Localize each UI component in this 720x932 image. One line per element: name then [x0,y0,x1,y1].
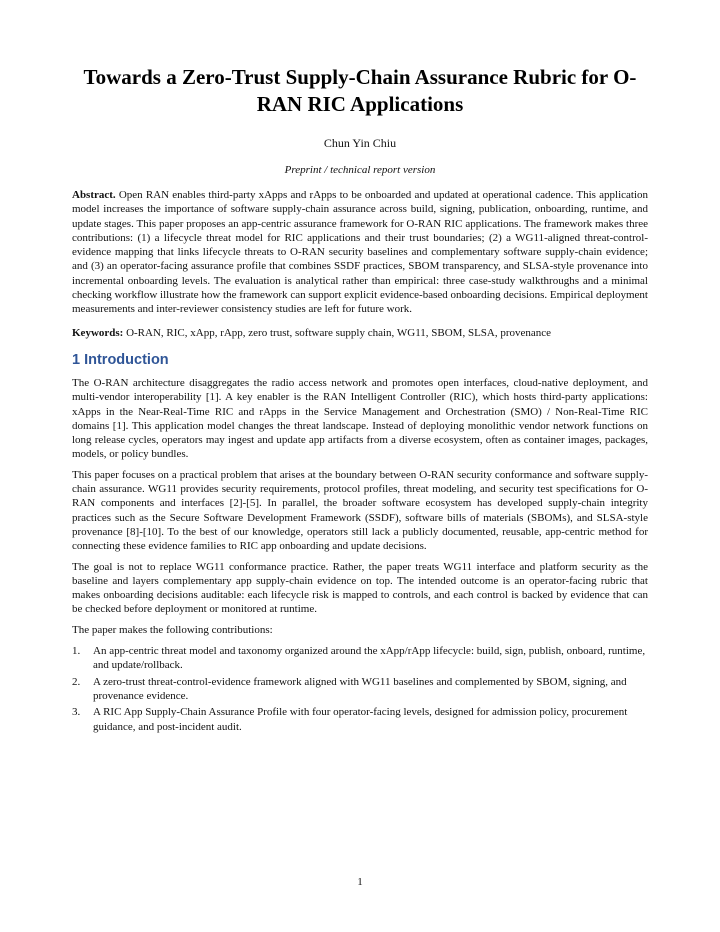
keywords-label: Keywords: [72,326,124,339]
intro-paragraph-4: The paper makes the following contributions: [72,623,273,636]
paper-title: Towards a Zero-Trust Supply-Chain Assurance Rubric for O-RAN RIC Applications [83,65,637,116]
list-item [72,644,648,673]
version-note: Preprint / technical report version [284,164,436,176]
list-item-number: 3. [72,706,81,719]
list-item-text: A zero-trust threat-control-evidence framework aligned with WG11 baselines and complemented by SBOM, signing, and provenance evidence. [93,675,627,702]
intro-paragraph-2: This paper focuses on a practical problem that arises at the boundary between O-RAN security conformance and software supply-chain assurance. WG11 provides security requirements, protocol profiles, threat modeling, and security test specifications for O-RAN components and interfaces [2]-[5]. In parallel, the broader software ecosystem has developed supply-chain integrity practices such as the Secure Software Development Framework (SSDF), software bills of materials (SBOMs), and SLSA-style provenance [8]-[10]. To the best of our knowledge, operators still lack a publicly documented, reusable, app-centric method for connecting these evidence families to RIC app onboarding and update decisions. [72,468,648,553]
list-item-number: 1. [72,645,81,658]
abstract-text: Open RAN enables third-party xApps and rApps to be onboarded and updated at operational cadence. This application model increases the importance of software supply-chain assurance across build, signing, publication, onboarding, runtime, and update stages. This paper proposes an app-centric assurance framework for O-RAN RIC applications. The framework makes three contributions: (1) a lifecycle threat model for RIC applications and their trust boundaries; (2) a WG11-aligned threat-control-evidence mapping that links lifecycle threats to O-RAN security baselines and complementary software supply-chain evidence; and (3) an operator-facing assurance profile that combines SSDF practices, SBOM transparency, and SLSA-style provenance into incremental onboarding levels. The evaluation is analytical rather than empirical: three case-study walkthroughs and a minimal checking workflow illustrate how the framework can support explicit evidence-based onboarding decisions. Empirical deployment measurements and inter-reviewer consistency studies are left for future work. [72,189,648,316]
list-item-text: A RIC App Supply-Chain Assurance Profile with four operator-facing levels, designed for admission policy, procurement guidance, and post-incident audit. [93,706,628,733]
keywords-text: O-RAN, RIC, xApp, rApp, zero trust, software supply chain, WG11, SBOM, SLSA, provenance [126,326,552,339]
list-item-text: An app-centric threat model and taxonomy organized around the xApp/rApp lifecycle: build, sign, publish, onboard, runtime, and update/rollback. [93,645,646,672]
section-heading-introduction: 1 Introduction [72,351,169,368]
abstract [72,188,648,317]
page-number: 1 [357,876,363,888]
list-item [72,675,648,704]
intro-paragraph-1: The O-RAN architecture disaggregates the radio access network and promotes open interfaces, cloud-native deployment, and multi-vendor interoperability [1]. A key enabler is the RAN Intelligent Controller (RIC), which hosts third-party applications: xApps in the Near-Real-Time RIC and rApps in the Service Management and Orchestration (SMO) / Non-Real-Time RIC domains [1]. This application model changes the threat landscape. Instead of deploying monolithic vendor network functions on long release cycles, operators may ingest and update app artifacts from a diverse ecosystem, often as container images, packages, models, or policy bundles. [72,376,648,461]
list-item [72,705,648,734]
intro-paragraph-3: The goal is not to replace WG11 conformance practice. Rather, the paper treats WG11 interface and platform security as the baseline and layers complementary app supply-chain evidence on top. The intended outcome is an operator-facing rubric that makes onboarding decisions auditable: each lifecycle risk is mapped to controls, and each control is backed by evidence that can be checked before deployment or monitored at runtime. [72,560,648,616]
abstract-label: Abstract. [72,189,116,201]
author-name: Chun Yin Chiu [323,136,397,150]
list-item-number: 2. [72,675,81,688]
contributions-list [72,644,648,734]
keywords [72,326,648,340]
